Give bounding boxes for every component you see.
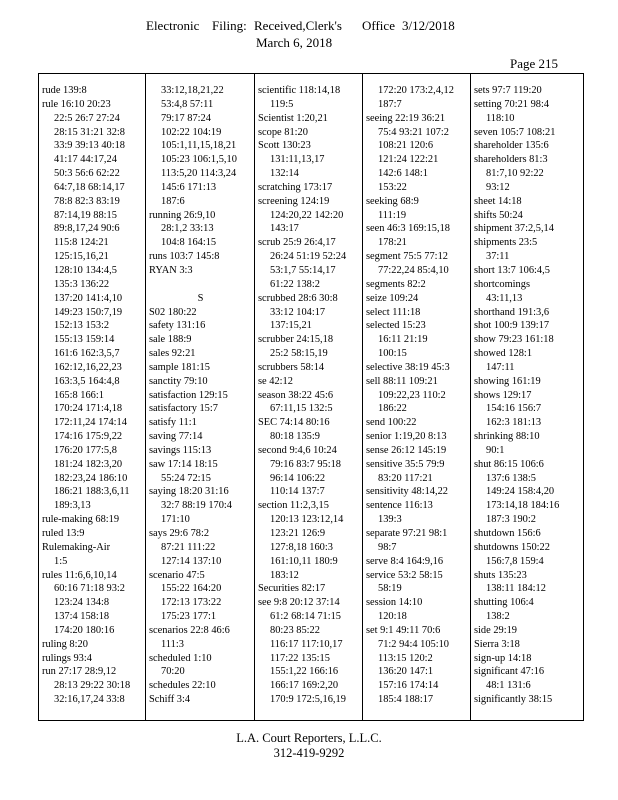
- index-entry: 116:17 117:10,17: [270, 638, 343, 650]
- index-entry: safety 131:16: [149, 320, 206, 332]
- column-divider: [362, 73, 363, 721]
- index-entry: seeking 68:9: [366, 195, 419, 207]
- index-entry: 109:22,23 110:2: [378, 389, 446, 401]
- index-entry: 132:14: [270, 168, 299, 180]
- index-entry: 70:20: [161, 666, 185, 678]
- index-entry: sensitive 35:5 79:9: [366, 458, 445, 470]
- index-entry: 111:19: [378, 209, 407, 221]
- index-entry: 87:14,19 88:15: [54, 209, 117, 221]
- index-entry: scrub 25:9 26:4,17: [258, 237, 336, 249]
- index-entry: run 27:17 28:9,12: [42, 666, 117, 678]
- index-entry: 149:23 150:7,19: [54, 306, 123, 318]
- index-entry: saw 17:14 18:15: [149, 458, 218, 470]
- index-entry: 176:20 177:5,8: [54, 444, 117, 456]
- index-entry: showing 161:19: [474, 375, 541, 387]
- index-entry: 41:17 44:17,24: [54, 154, 117, 166]
- index-entry: 22:5 26:7 27:24: [54, 112, 120, 124]
- index-entry: seeing 22:19 36:21: [366, 112, 446, 124]
- index-column-1: [42, 84, 143, 707]
- index-entry: 174:20 180:16: [54, 624, 115, 636]
- index-entry: side 29:19: [474, 624, 518, 636]
- index-entry: 127:8,18 160:3: [270, 541, 333, 553]
- index-entry: shipment 37:2,5,14: [474, 223, 554, 235]
- index-entry: seen 46:3 169:15,18: [366, 223, 450, 235]
- index-entry: ruling 8:20: [42, 638, 88, 650]
- index-entry: 125:15,16,21: [54, 251, 109, 263]
- index-entry: 67:11,15 132:5: [270, 403, 333, 415]
- index-entry: shuts 135:23: [474, 569, 527, 581]
- column-divider: [470, 73, 471, 721]
- index-entry: sales 92:21: [149, 348, 196, 360]
- index-entry: 77:22,24 85:4,10: [378, 264, 449, 276]
- index-entry: service 53:2 58:15: [366, 569, 443, 581]
- index-entry: sensitivity 48:14,22: [366, 486, 448, 498]
- index-entry: 186:21 188:3,6,11: [54, 486, 130, 498]
- index-entry: 119:5: [270, 98, 294, 110]
- index-entry: sale 188:9: [149, 334, 192, 346]
- index-entry: RYAN 3:3: [149, 264, 193, 276]
- index-entry: 96:14 106:22: [270, 472, 326, 484]
- index-entry: session 14:10: [366, 597, 423, 609]
- index-entry: 100:15: [378, 348, 407, 360]
- index-entry: setting 70:21 98:4: [474, 98, 550, 110]
- index-entry: 61:22 138:2: [270, 278, 320, 290]
- index-entry: 81:7,10 92:22: [486, 168, 544, 180]
- index-entry: 183:12: [270, 569, 299, 581]
- index-entry: shutdown 156:6: [474, 528, 541, 539]
- index-entry: 53:1,7 55:14,17: [270, 264, 336, 276]
- section-letter: S: [197, 292, 204, 304]
- index-entry: 111:3: [161, 638, 184, 650]
- index-entry: satisfy 11:1: [149, 417, 197, 429]
- index-entry: 108:21 120:6: [378, 140, 434, 152]
- index-entry: shutting 106:4: [474, 597, 534, 609]
- index-entry: sentence 116:13: [366, 500, 433, 512]
- index-entry: saving 77:14: [149, 431, 203, 443]
- index-entry: 162:12,16,22,23: [54, 361, 122, 373]
- index-column-3: [258, 84, 360, 707]
- index-entry: 156:7,8 159:4: [486, 555, 544, 567]
- index-entry: second 9:4,6 10:24: [258, 444, 337, 456]
- index-entry: 123:21 126:9: [270, 528, 326, 539]
- page-number: Page 215: [510, 56, 559, 71]
- index-entry: shrinking 88:10: [474, 431, 540, 443]
- index-entry: 155:1,22 166:16: [270, 666, 339, 678]
- index-entry: 98:7: [378, 541, 397, 553]
- index-entry: 143:17: [270, 223, 299, 235]
- index-entry: 50:3 56:6 62:22: [54, 168, 120, 180]
- index-entry: Scientist 1:20,21: [258, 112, 328, 124]
- index-entry: sense 26:12 145:19: [366, 444, 447, 456]
- index-entry: 120:13 123:12,14: [270, 514, 344, 526]
- stamp-electronic: Electronic: [146, 18, 200, 33]
- index-entry: set 9:1 49:11 70:6: [366, 624, 441, 636]
- index-entry: scrubbers 58:14: [258, 361, 325, 373]
- index-entry: 161:10,11 180:9: [270, 555, 338, 567]
- index-entry: 16:11 21:19: [378, 334, 428, 346]
- index-entry: 28:1,2 33:13: [161, 223, 214, 235]
- index-entry: scratching 173:17: [258, 181, 333, 193]
- index-entry: rule-making 68:19: [42, 514, 120, 526]
- index-entry: scenarios 22:8 46:6: [149, 624, 230, 636]
- index-entry: 135:3 136:22: [54, 278, 110, 290]
- index-entry: 61:2 68:14 71:15: [270, 611, 342, 623]
- index-column-4: [366, 84, 468, 707]
- index-entry: 28:15 31:21 32:8: [54, 126, 126, 138]
- index-entry: 162:3 181:13: [486, 417, 542, 429]
- index-entry: 33:9 39:13 40:18: [54, 140, 126, 152]
- index-entry: 64:7,18 68:14,17: [54, 181, 125, 193]
- index-entry: rules 11:6,6,10,14: [42, 569, 117, 581]
- index-entry: 137:6 138:5: [486, 472, 536, 484]
- index-entry: 163:3,5 164:4,8: [54, 375, 120, 387]
- index-entry: shot 100:9 139:17: [474, 320, 550, 332]
- index-entry: 152:13 153:2: [54, 320, 110, 332]
- index-entry: rulings 93:4: [42, 652, 92, 664]
- index-entry: 55:24 72:15: [161, 472, 211, 484]
- index-entry: shipments 23:5: [474, 237, 538, 249]
- index-entry: 80:18 135:9: [270, 431, 320, 443]
- index-entry: 118:10: [486, 112, 515, 124]
- index-entry: 25:2 58:15,19: [270, 348, 328, 360]
- index-entry: 33:12 104:17: [270, 306, 326, 318]
- index-entry: 26:24 51:19 52:24: [270, 251, 347, 263]
- index-entry: 155:22 164:20: [161, 583, 222, 595]
- index-entry: 174:16 175:9,22: [54, 431, 123, 443]
- index-entry: 117:22 135:15: [270, 652, 330, 664]
- stamp-received: Received,Clerk's: [254, 18, 342, 33]
- index-entry: 53:4,8 57:11: [161, 98, 214, 110]
- index-entry: shifts 50:24: [474, 209, 523, 221]
- index-entry: 175:23 177:1: [161, 611, 217, 623]
- index-entry: 60:16 71:18 93:2: [54, 583, 126, 595]
- index-entry: 113:15 120:2: [378, 652, 433, 664]
- index-entry: 136:20 147:1: [378, 666, 434, 678]
- index-entry: Sierra 3:18: [474, 638, 520, 650]
- index-entry: 28:13 29:22 30:18: [54, 680, 131, 692]
- index-entry: seize 109:24: [366, 292, 419, 304]
- index-entry: 187:7: [378, 98, 402, 110]
- index-entry: select 111:18: [366, 306, 421, 318]
- index-entry: 173:14,18 184:16: [486, 500, 560, 512]
- index-entry: 93:12: [486, 181, 510, 193]
- index-entry: 154:16 156:7: [486, 403, 542, 415]
- index-entry: 153:22: [378, 181, 407, 193]
- index-entry: 185:4 188:17: [378, 694, 434, 706]
- index-entry: shareholder 135:6: [474, 140, 549, 152]
- index-entry: 115:8 124:21: [54, 237, 109, 249]
- index-entry: significant 47:16: [474, 666, 545, 678]
- index-entry: sample 181:15: [149, 361, 210, 373]
- index-entry: 142:6 148:1: [378, 168, 428, 180]
- index-entry: 186:22: [378, 403, 407, 415]
- index-entry: 102:22 104:19: [161, 126, 222, 138]
- index-entry: show 79:23 161:18: [474, 334, 554, 346]
- index-entry: 139:3: [378, 514, 402, 526]
- index-entry: shareholders 81:3: [474, 154, 548, 166]
- index-entry: se 42:12: [258, 375, 293, 387]
- index-entry: senior 1:19,20 8:13: [366, 431, 447, 443]
- index-entry: shows 129:17: [474, 389, 532, 401]
- index-entry: season 38:22 45:6: [258, 389, 334, 401]
- index-entry: 145:6 171:13: [161, 181, 217, 193]
- index-entry: sets 97:7 119:20: [474, 85, 542, 96]
- index-entry: schedules 22:10: [149, 680, 216, 692]
- column-divider: [254, 73, 255, 721]
- index-entry: 1:5: [54, 555, 68, 567]
- index-entry: selective 38:19 45:3: [366, 361, 450, 373]
- index-entry: segment 75:5 77:12: [366, 251, 448, 263]
- index-entry: 90:1: [486, 444, 505, 456]
- index-entry: 32:7 88:19 170:4: [161, 500, 233, 512]
- stamp-filing: Filing:: [212, 18, 247, 33]
- index-entry: 181:24 182:3,20: [54, 458, 123, 470]
- index-entry: 124:20,22 142:20: [270, 209, 344, 221]
- index-entry: serve 8:4 164:9,16: [366, 555, 444, 567]
- index-entry: 131:11,13,17: [270, 154, 325, 166]
- index-entry: satisfactory 15:7: [149, 403, 218, 415]
- index-entry: shortcomings: [474, 278, 530, 290]
- index-entry: 137:4 158:18: [54, 611, 110, 623]
- index-entry: 182:23,24 186:10: [54, 472, 128, 484]
- index-entry: short 13:7 106:4,5: [474, 264, 550, 276]
- index-entry: 120:18: [378, 611, 407, 623]
- index-entry: savings 115:13: [149, 444, 212, 456]
- index-entry: S02 180:22: [149, 306, 197, 318]
- index-entry: 33:12,18,21,22: [161, 85, 224, 96]
- stamp-office: Office: [362, 18, 395, 33]
- index-entry: says 29:6 78:2: [149, 528, 210, 539]
- index-entry: shut 86:15 106:6: [474, 458, 544, 470]
- index-entry: 87:21 111:22: [161, 541, 216, 553]
- index-entry: Scott 130:23: [258, 140, 311, 152]
- index-entry: scientific 118:14,18: [258, 85, 341, 96]
- index-entry: seven 105:7 108:21: [474, 126, 556, 138]
- index-entry: ruled 13:9: [42, 528, 85, 539]
- index-entry: Schiff 3:4: [149, 694, 191, 706]
- index-entry: 127:14 137:10: [161, 555, 222, 567]
- index-entry: satisfaction 129:15: [149, 389, 228, 401]
- index-entry: 138:11 184:12: [486, 583, 546, 595]
- index-entry: 189:3,13: [54, 500, 91, 512]
- index-entry: 149:24 158:4,20: [486, 486, 555, 498]
- index-entry: scope 81:20: [258, 126, 308, 138]
- index-entry: scheduled 1:10: [149, 652, 212, 664]
- index-entry: 161:6 162:3,5,7: [54, 348, 120, 360]
- index-entry: saying 18:20 31:16: [149, 486, 229, 498]
- index-entry: 78:8 82:3 83:19: [54, 195, 120, 207]
- index-entry: 83:20 117:21: [378, 472, 433, 484]
- index-entry: 147:11: [486, 361, 515, 373]
- index-entry: shutdowns 150:22: [474, 541, 550, 553]
- index-entry: rule 16:10 20:23: [42, 98, 111, 110]
- index-entry: 75:4 93:21 107:2: [378, 126, 450, 138]
- index-entry: 178:21: [378, 237, 407, 249]
- index-entry: 89:8,17,24 90:6: [54, 223, 120, 235]
- index-entry: Rulemaking-Air: [42, 541, 111, 553]
- index-entry: 137:15,21: [270, 320, 312, 332]
- index-entry: 121:24 122:21: [378, 154, 439, 166]
- index-entry: significantly 38:15: [474, 694, 553, 706]
- index-entry: 157:16 174:14: [378, 680, 439, 692]
- index-column-5: [474, 84, 582, 707]
- index-entry: 137:20 141:4,10: [54, 292, 123, 304]
- index-entry: runs 103:7 145:8: [149, 251, 220, 263]
- index-entry: 80:23 85:22: [270, 624, 320, 636]
- index-entry: running 26:9,10: [149, 209, 216, 221]
- court-reporter-name: L.A. Court Reporters, L.L.C.: [236, 731, 382, 745]
- index-entry: 128:10 134:4,5: [54, 264, 117, 276]
- index-entry: shorthand 191:3,6: [474, 306, 550, 318]
- hearing-date: March 6, 2018: [256, 35, 333, 50]
- index-entry: segments 82:2: [366, 278, 426, 290]
- stamp-date: 3/12/2018: [402, 18, 455, 33]
- index-entry: Securities 82:17: [258, 583, 326, 595]
- index-entry: rude 139:8: [42, 85, 87, 96]
- index-entry: scrubbed 28:6 30:8: [258, 292, 338, 304]
- index-entry: see 9:8 20:12 37:14: [258, 597, 340, 609]
- index-entry: 79:16 83:7 95:18: [270, 458, 342, 470]
- index-entry: 123:24 134:8: [54, 597, 110, 609]
- index-entry: 110:14 137:7: [270, 486, 325, 498]
- index-entry: separate 97:21 98:1: [366, 528, 448, 539]
- index-entry: 172:13 173:22: [161, 597, 222, 609]
- index-entry: 71:2 94:4 105:10: [378, 638, 450, 650]
- index-entry: 165:8 166:1: [54, 389, 104, 401]
- index-entry: SEC 74:14 80:16: [258, 417, 330, 429]
- index-entry: 105:23 106:1,5,10: [161, 154, 237, 166]
- court-reporter-phone: 312-419-9292: [273, 746, 345, 760]
- index-entry: selected 15:23: [366, 320, 426, 332]
- index-entry: scrubber 24:15,18: [258, 334, 334, 346]
- index-entry: 104:8 164:15: [161, 237, 217, 249]
- index-entry: 170:9 172:5,16,19: [270, 694, 346, 706]
- index-entry: 79:17 87:24: [161, 112, 211, 124]
- index-entry: 58:19: [378, 583, 402, 595]
- index-entry: send 100:22: [366, 417, 417, 429]
- index-entry: 113:5,20 114:3,24: [161, 168, 237, 180]
- index-column-2: [149, 84, 252, 707]
- index-entry: 166:17 169:2,20: [270, 680, 339, 692]
- index-entry: 32:16,17,24 33:8: [54, 694, 125, 706]
- index-entry: 170:24 171:4,18: [54, 403, 123, 415]
- index-entry: section 11:2,3,15: [258, 500, 329, 512]
- index-entry: sign-up 14:18: [474, 652, 532, 664]
- index-entry: showed 128:1: [474, 348, 533, 360]
- index-entry: scenario 47:5: [149, 569, 205, 581]
- index-entry: 138:2: [486, 611, 510, 623]
- column-divider: [145, 73, 146, 721]
- index-entry: 43:11,13: [486, 292, 523, 304]
- index-entry: sanctity 79:10: [149, 375, 208, 387]
- index-entry: screening 124:19: [258, 195, 330, 207]
- index-entry: [149, 278, 252, 292]
- index-entry: 171:10: [161, 514, 190, 526]
- index-entry: 155:13 159:14: [54, 334, 115, 346]
- index-entry: 48:1 131:6: [486, 680, 531, 692]
- index-entry: sheet 14:18: [474, 195, 522, 207]
- index-entry: 105:1,11,15,18,21: [161, 140, 237, 152]
- index-entry: 172:11,24 174:14: [54, 417, 127, 429]
- index-entry: sell 88:11 109:21: [366, 375, 438, 387]
- index-entry: 187:6: [161, 195, 185, 207]
- index-entry: 37:11: [486, 251, 510, 263]
- index-entry: 187:3 190:2: [486, 514, 536, 526]
- index-entry: 172:20 173:2,4,12: [378, 85, 454, 96]
